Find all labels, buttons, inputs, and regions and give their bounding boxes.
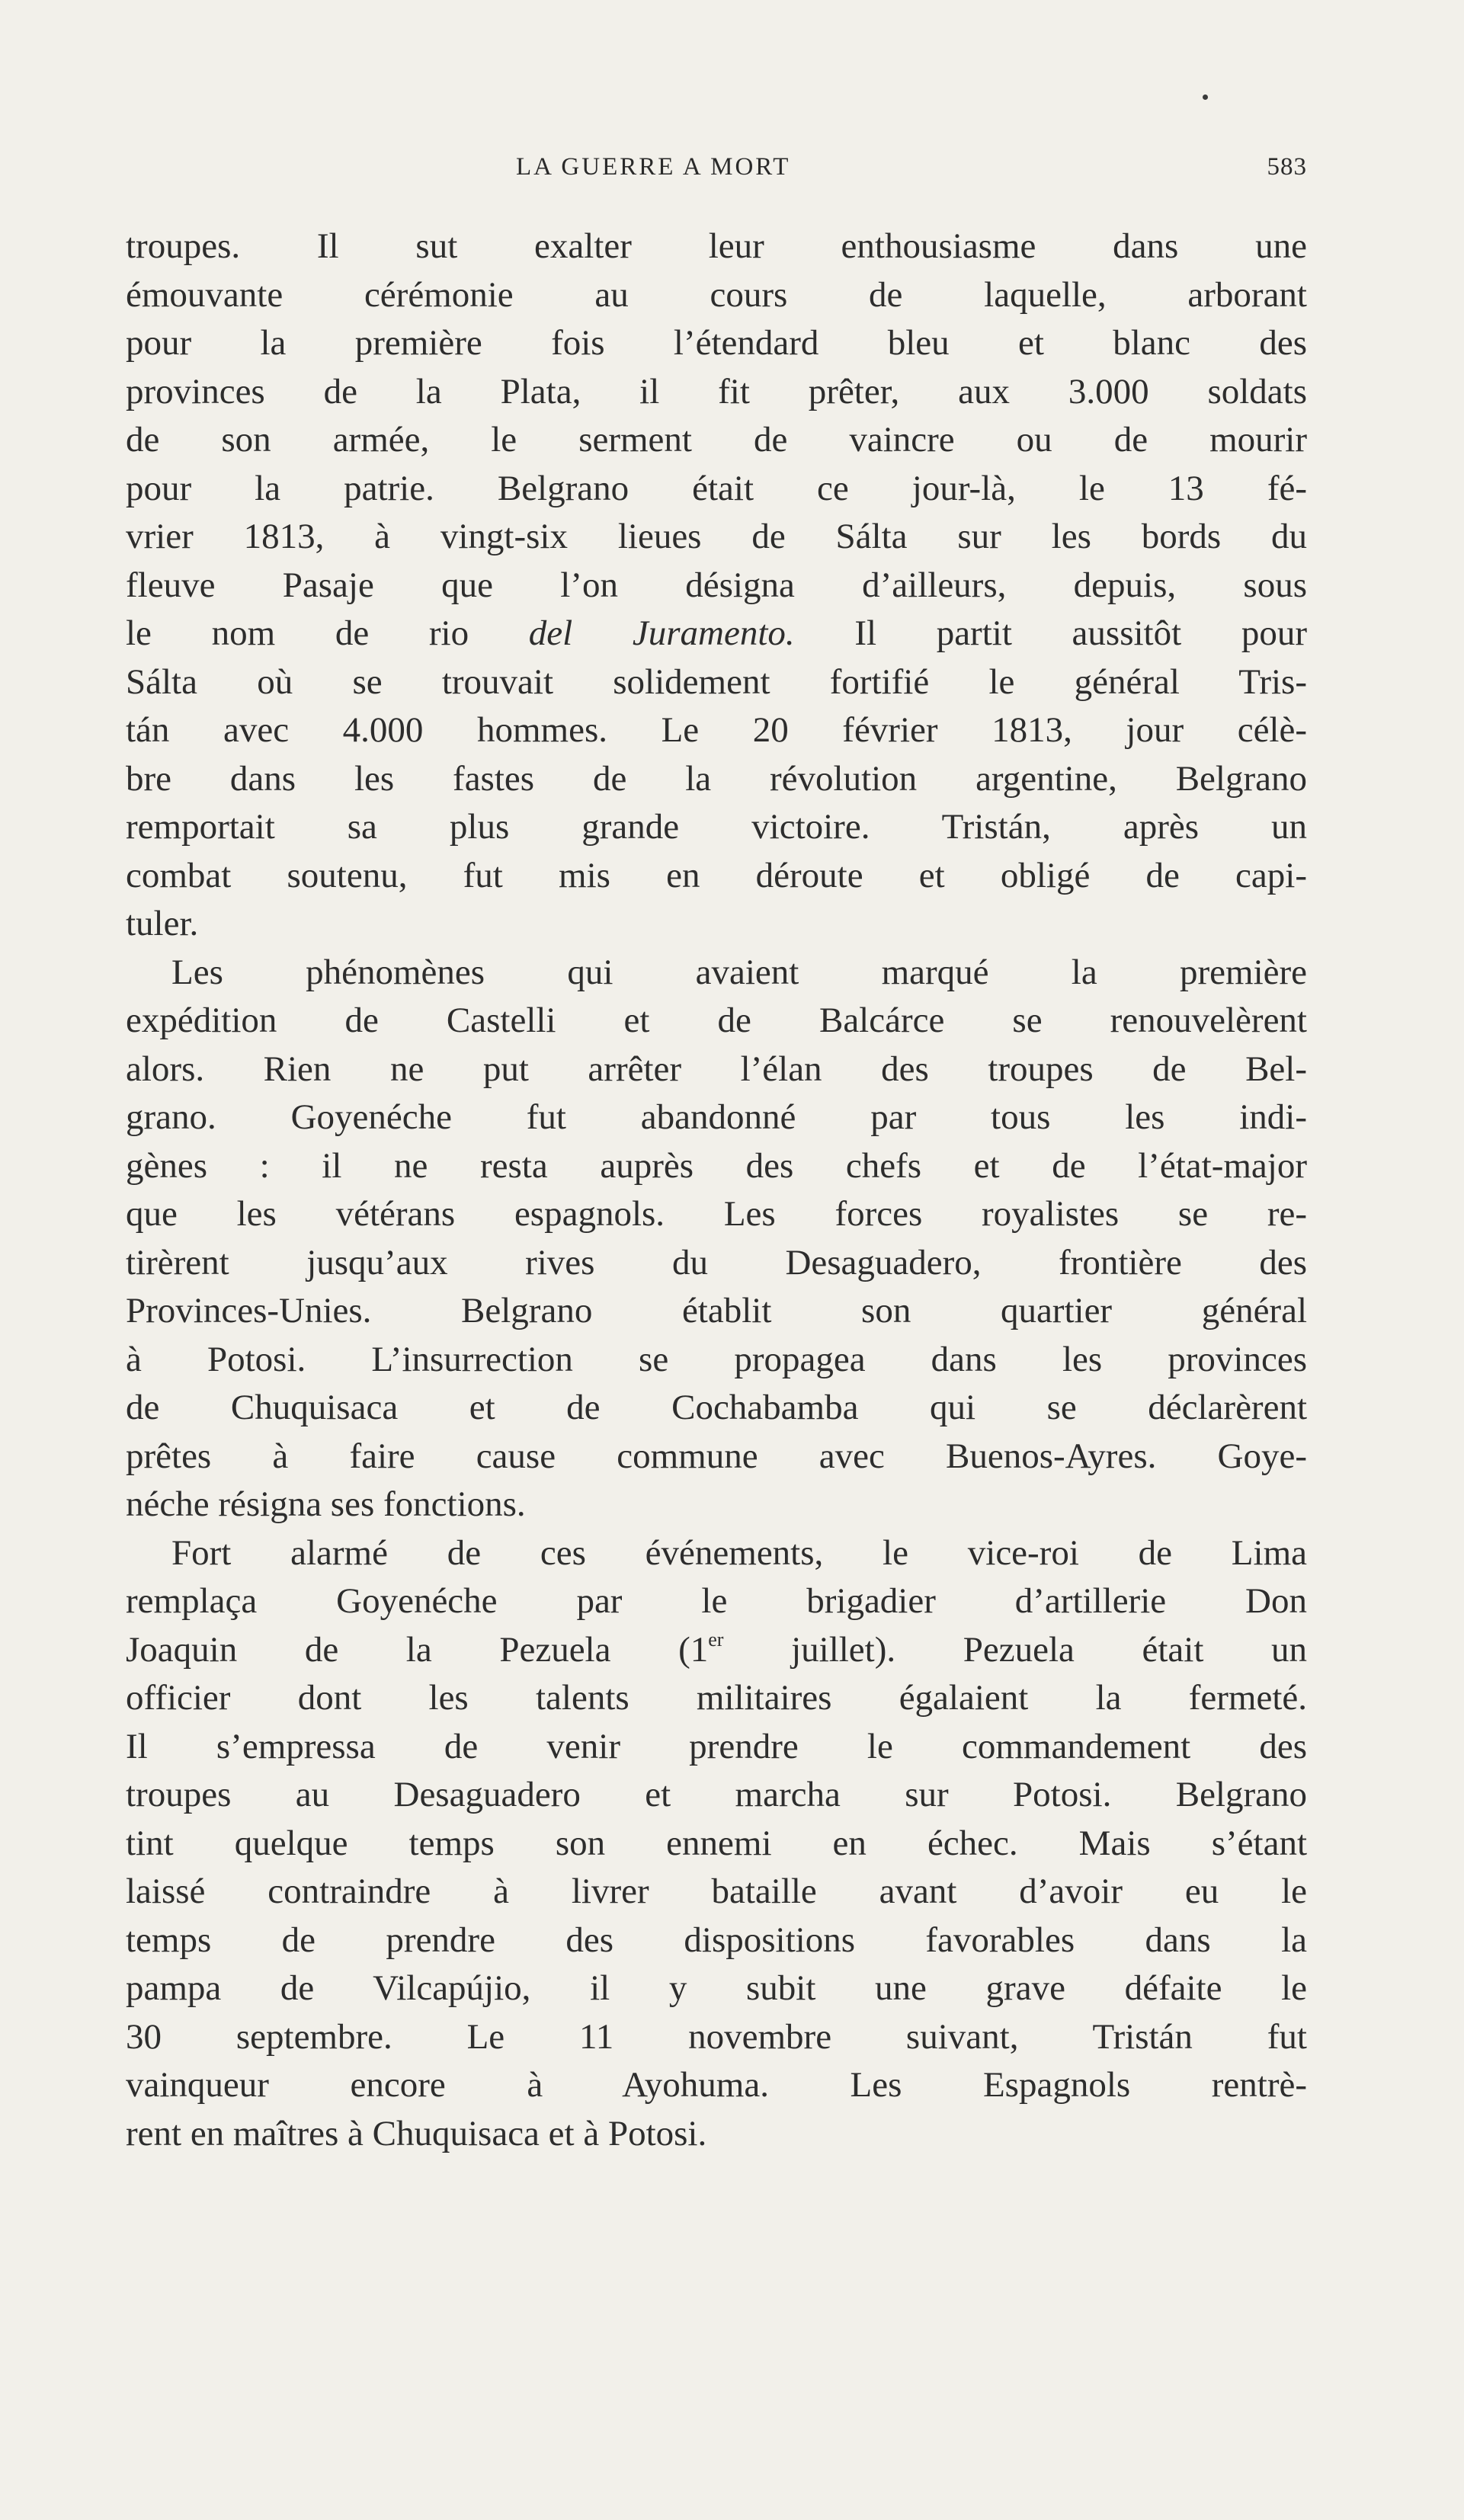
text-line: remplaça Goyenéche par le brigadier d’artillerie Don xyxy=(126,1581,1307,1621)
italic-phrase: del Juramento. xyxy=(528,613,795,653)
text-line: néche résigna ses fonctions. xyxy=(126,1484,526,1524)
text-fragment: Joaquin de la Pezuela (1 xyxy=(126,1629,709,1670)
text-line: tint quelque temps son ennemi en échec. Mais s’étant xyxy=(126,1823,1307,1863)
text-line: gènes : il ne resta auprès des chefs et de l’état-major xyxy=(126,1145,1307,1186)
text-line xyxy=(126,610,1307,658)
text-line: pour la patrie. Belgrano était ce jour-là, le 13 fé- xyxy=(126,468,1307,508)
text-line: Fort alarmé de ces événements, le vice-roi de Lima xyxy=(171,1532,1307,1573)
text-line: Il s’empressa de venir prendre le commandement des xyxy=(126,1726,1307,1766)
text-line: combat soutenu, fut mis en déroute et obligé de capi- xyxy=(126,855,1307,895)
running-title: LA GUERRE A MORT xyxy=(516,153,791,181)
page-number: 583 xyxy=(1267,153,1307,181)
text-line: troupes au Desaguadero et marcha sur Potosi. Belgrano xyxy=(126,1775,1307,1814)
text-line: que les vétérans espagnols. Les forces royalistes se re- xyxy=(126,1194,1307,1234)
text-line: officier dont les talents militaires égalaient la fermeté. xyxy=(126,1678,1307,1718)
paragraph-1 xyxy=(126,223,1307,949)
paragraph-3 xyxy=(126,1529,1307,2159)
text-line: remportait sa plus grande victoire. Tristán, après un xyxy=(126,807,1307,847)
text-line: 30 septembre. Le 11 novembre suivant, Tristán fut xyxy=(126,2016,1307,2057)
text-line xyxy=(126,1626,1307,1675)
text-line: fleuve Pasaje que l’on désigna d’ailleurs, depuis, sous xyxy=(126,565,1307,605)
text-line: pour la première fois l’étendard bleu et blanc des xyxy=(126,323,1307,363)
text-line: tirèrent jusqu’aux rives du Desaguadero, frontière des xyxy=(126,1242,1307,1282)
text-line: Provinces-Unies. Belgrano établit son quartier général xyxy=(126,1291,1307,1330)
text-line: pampa de Vilcapújio, il y subit une grave défaite le xyxy=(126,1968,1307,2008)
text-line: troupes. Il sut exalter leur enthousiasme dans une xyxy=(126,226,1307,266)
superscript: er xyxy=(708,1628,724,1651)
body-text xyxy=(126,223,1307,2158)
text-line: Sálta où se trouvait solidement fortifié le général Tris- xyxy=(126,661,1307,702)
paragraph-2 xyxy=(126,949,1307,1529)
text-line: expédition de Castelli et de Balcárce se renouvelèrent xyxy=(126,1001,1307,1040)
text-fragment: le nom de rio xyxy=(126,613,469,653)
text-line: alors. Rien ne put arrêter l’élan des troupes de Bel- xyxy=(126,1049,1307,1089)
text-line: de son armée, le serment de vaincre ou de mourir xyxy=(126,420,1307,459)
text-line: vrier 1813, à vingt-six lieues de Sálta sur les bords du xyxy=(126,517,1307,556)
printer-dot-mark xyxy=(1203,94,1208,100)
text-line: tuler. xyxy=(126,904,199,943)
text-line: grano. Goyenéche fut abandonné par tous les indi- xyxy=(126,1097,1307,1137)
text-line: rent en maîtres à Chuquisaca et à Potosi. xyxy=(126,2113,707,2153)
text-line: provinces de la Plata, il fit prêter, aux 3.000 soldats xyxy=(126,371,1307,411)
text-line: à Potosi. L’insurrection se propagea dans les provinces xyxy=(126,1339,1307,1379)
text-line: émouvante cérémonie au cours de laquelle, arborant xyxy=(126,274,1307,315)
text-fragment: juillet). Pezuela était un xyxy=(791,1629,1308,1670)
text-line: temps de prendre des dispositions favorables dans la xyxy=(126,1920,1307,1960)
text-line: tán avec 4.000 hommes. Le 20 février 1813, jour célè- xyxy=(126,710,1307,750)
page-header xyxy=(126,149,1307,185)
text-line: laissé contraindre à livrer bataille avant d’avoir eu le xyxy=(126,1872,1307,1911)
text-line: Les phénomènes qui avaient marqué la première xyxy=(171,952,1307,992)
text-line: bre dans les fastes de la révolution argentine, Belgrano xyxy=(126,758,1307,799)
text-line: de Chuquisaca et de Cochabamba qui se déclarèrent xyxy=(126,1388,1307,1427)
text-line: vainqueur encore à Ayohuma. Les Espagnols rentrè- xyxy=(126,2065,1307,2105)
text-fragment: Il partit aussitôt pour xyxy=(854,613,1308,653)
text-line: prêtes à faire cause commune avec Buenos-Ayres. Goye- xyxy=(126,1436,1307,1476)
